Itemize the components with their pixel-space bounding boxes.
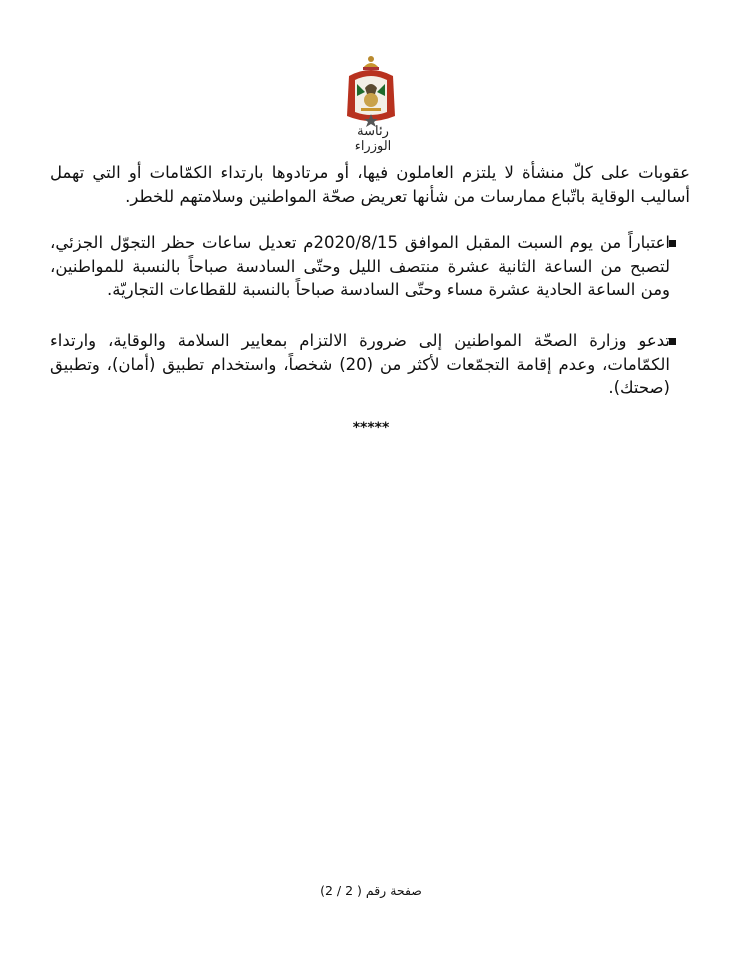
intro-paragraph: عقوبات على كلّ منشأة لا يلتزم العاملون فيها، أو مرتادوها بارتداء الكمّامات أو التي تهمل أساليب الوقاية باتّباع ممارسات من شأنها تعريض صحّة المواطنين وسلامتهم للخطر. <box>50 163 690 206</box>
section-separator: ***** <box>352 420 390 436</box>
bullet-item: اعتباراً من يوم السبت المقبل الموافق 2020/8/15م تعديل ساعات حظر التجوّل الجزئي، لتصبح من الساعة الثانية عشرة منتصف الليل وحتّى السادسة صباحاً بالنسبة للمواطنين، ومن الساعة الحادية عشرة مساء وحتّى السادسة صباحاً بالنسبة للقطاعات التجاريّة. <box>50 233 670 299</box>
bullet-square-icon <box>669 338 676 345</box>
page-number: صفحة رقم ( 2 / 2) <box>320 883 422 898</box>
emblem-caption: رئاسة الوزراء <box>354 124 392 154</box>
bullet-square-icon <box>669 240 676 247</box>
bullet-item: تدعو وزارة الصحّة المواطنين إلى ضرورة الالتزام بمعايير السلامة والوقاية، وارتداء الكمّامات، وعدم إقامة التجمّعات لأكثر من (20) شخصاً، واستخدام تطبيق (أمان)، وتطبيق (صحتك). <box>50 331 671 397</box>
